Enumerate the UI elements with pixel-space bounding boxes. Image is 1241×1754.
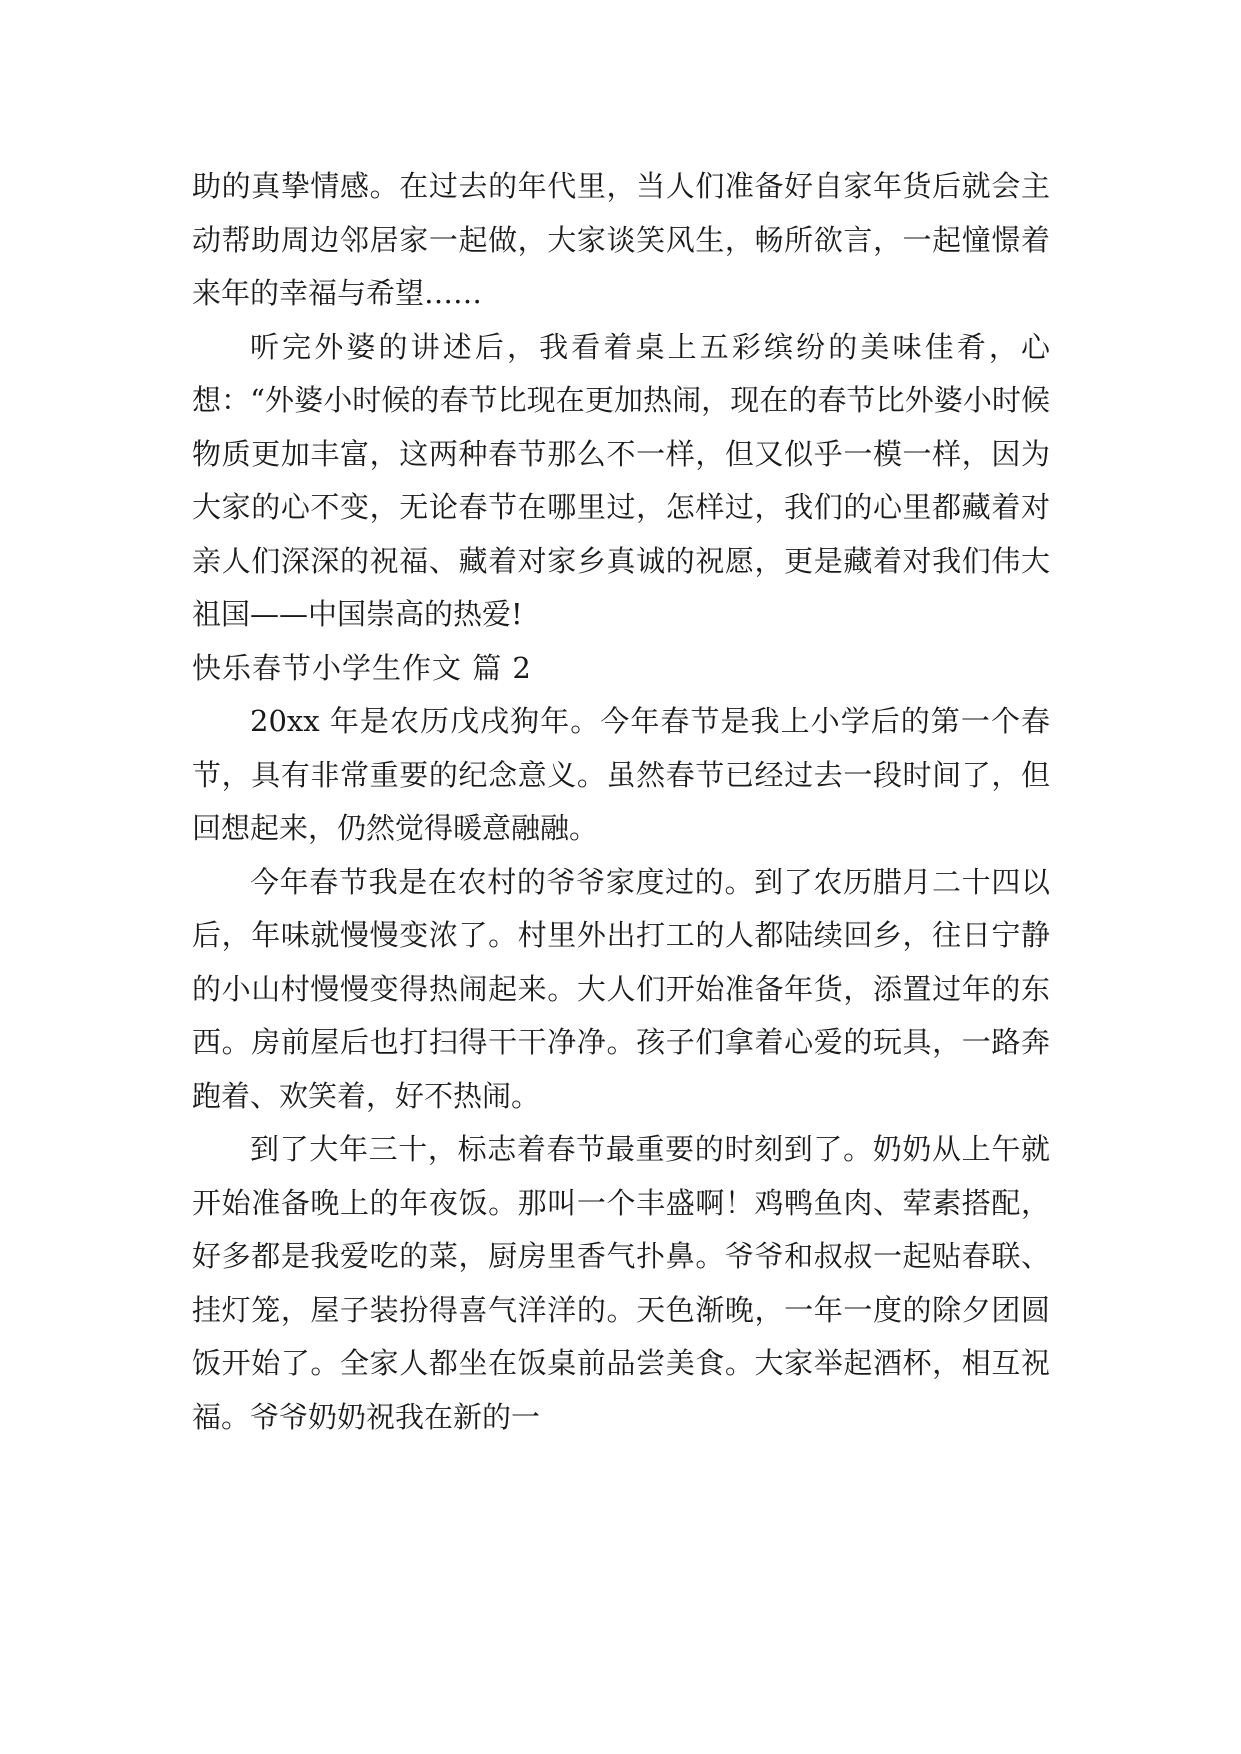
paragraph-1: 助的真挚情感。在过去的年代里，当人们准备好自家年货后就会主动帮助周边邻居家一起做，大家谈笑风生，畅所欲言，一起憧憬着来年的幸福与希望…… xyxy=(192,169,1050,310)
essay-heading: 快乐春节小学生作文 篇 2 xyxy=(192,650,532,685)
paragraph-3: 20xx 年是农历戊戌狗年。今年春节是我上小学后的第一个春节，具有非常重要的纪念意义。虽然春节已经过去一段时间了，但回想起来，仍然觉得暖意融融。 xyxy=(192,704,1050,845)
document-page xyxy=(192,160,1050,1444)
paragraph-4: 今年春节我是在农村的爷爷家度过的。到了农历腊月二十四以后，年味就慢慢变浓了。村里外出打工的人都陆续回乡，往日宁静的小山村慢慢变得热闹起来。大人们开始准备年货，添置过年的东西。房前屋后也打扫得干干净净。孩子们拿着心爱的玩具，一路奔跑着、欢笑着，好不热闹。 xyxy=(192,864,1050,1113)
paragraph-5: 到了大年三十，标志着春节最重要的时刻到了。奶奶从上午就开始准备晚上的年夜饭。那叫一个丰盛啊！鸡鸭鱼肉、荤素搭配，好多都是我爱吃的菜，厨房里香气扑鼻。爷爷和叔叔一起贴春联、挂灯笼，屋子装扮得喜气洋洋的。天色渐晚，一年一度的除夕团圆饭开始了。全家人都坐在饭桌前品尝美食。大家举起酒杯，相互祝福。爷爷奶奶祝我在新的一 xyxy=(192,1132,1050,1434)
paragraph-2: 听完外婆的讲述后，我看着桌上五彩缤纷的美味佳肴，心想：“外婆小时候的春节比现在更加热闹，现在的春节比外婆小时候物质更加丰富，这两种春节那么不一样，但又似乎一模一样，因为大家的心不变，无论春节在哪里过，怎样过，我们的心里都藏着对亲人们深深的祝福、藏着对家乡真诚的祝愿，更是藏着对我们伟大祖国——中国崇高的热爱! xyxy=(192,329,1050,631)
